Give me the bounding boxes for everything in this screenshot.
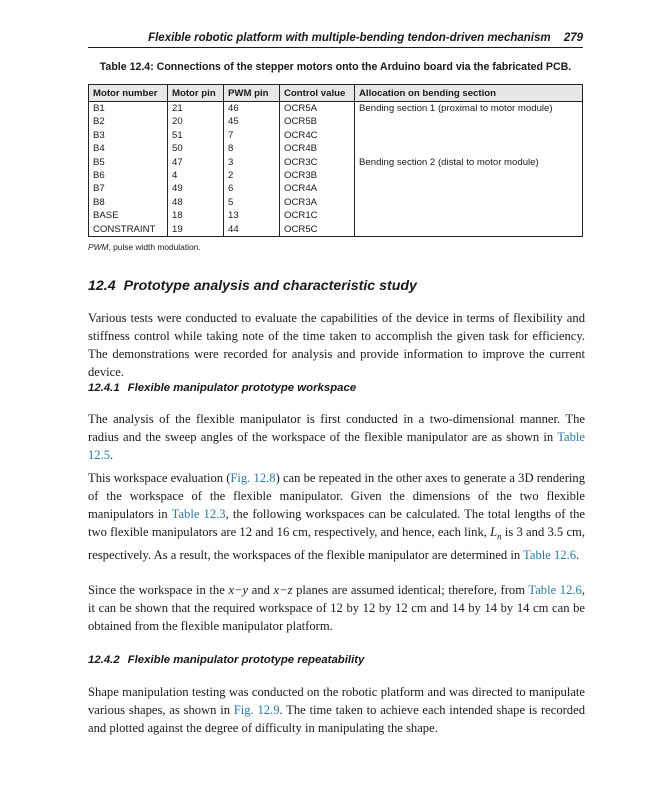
table-cell: B5 [89,156,168,169]
section-heading [88,278,417,294]
section-number: 12.4 [88,278,116,294]
running-head-title: Flexible robotic platform with multiple-bending tendon-driven mechanism [148,32,551,44]
subsection-title: Flexible manipulator prototype repeatability [127,654,365,666]
page-number: 279 [563,32,583,44]
text-run: , it can be shown that the required workspace of 12 by 12 by 12 cm and 14 by 14 by 14 cm can be obtained from the flexible manipulator platform. [88,583,585,633]
plane-xy: x−y [228,583,249,597]
table-cell: 18 [168,209,224,222]
table-caption: Table 12.4: Connections of the stepper motors onto the Arduino board via the fabricated PCB. [99,61,572,73]
table-cell [355,209,583,222]
subsection-title: Flexible manipulator prototype workspace [127,382,357,394]
text-run: planes are assumed identical; therefore, from [292,583,529,597]
table-row [89,196,583,209]
figure-reference-link[interactable]: Fig. 12.8 [230,471,276,485]
column-header: Motor number [89,85,168,102]
section-intro-paragraph: Various tests were conducted to evaluate the capabilities of the device in terms of flexibility and stiffness control while taking note of the time taken to accomplish the given task for efficiency. The demonstrations were recorded for analysis and provide information to improve the current device. [88,311,585,379]
text-run: The analysis of the flexible manipulator is first conducted in a two-dimensional manner. The radius and the sweep angles of the workspace of the flexible manipulator are as shown in [88,412,585,444]
text-run: . The time taken to achieve each intended shape is recorded and plotted against the degree of difficulty in manipulating the shape. [88,703,585,735]
table-cell: B3 [89,129,168,142]
table-cell: OCR4C [280,129,355,142]
running-head [88,32,583,44]
table-reference-link[interactable]: Table 12.5 [88,430,585,462]
column-header: PWM pin [224,85,280,102]
table-cell: 5 [224,196,280,209]
table-cell [355,196,583,209]
workspace-paragraph-3 [88,581,585,635]
table-cell: 20 [168,115,224,128]
table-row [89,142,583,155]
table-cell [355,223,583,237]
table-cell: 21 [168,102,224,116]
table-cell: 7 [224,129,280,142]
table-cell: 19 [168,223,224,237]
table-cell: 6 [224,182,280,195]
plane-xz: x−z [273,583,293,597]
footnote-text: , pulse width modulation. [108,242,201,252]
text-run: is 3 and 3.5 cm, respectively. As a result, the workspaces of the flexible manipulator are determined in [88,525,585,562]
table-cell [355,182,583,195]
table-row [89,223,583,237]
table-cell: CONSTRAINT [89,223,168,237]
table-cell [355,129,583,142]
column-header: Motor pin [168,85,224,102]
table-cell: 45 [224,115,280,128]
table-cell: B8 [89,196,168,209]
text-run: , the following workspaces can be calculated. The total lengths of the two flexible manipulators are 12 and 16 cm, respectively, and hence, each link, [88,507,586,539]
table-cell: 13 [224,209,280,222]
table-row [89,156,583,169]
workspace-paragraph-2 [88,469,585,564]
subsection-heading-workspace [88,382,356,394]
text-run: . [110,448,114,462]
table-cell [355,142,583,155]
table-row [89,169,583,182]
workspace-paragraph-1 [88,410,585,464]
table-cell [355,115,583,128]
table-cell: OCR3C [280,156,355,169]
text-run: . [576,547,580,562]
table-cell: 51 [168,129,224,142]
column-header: Control value [280,85,355,102]
table-cell [355,169,583,182]
footnote-abbreviation: PWM [88,242,109,252]
text-run: Since the workspace in the [88,583,229,597]
column-header: Allocation on bending section [355,85,583,102]
table-cell: OCR4B [280,142,355,155]
section-title: Prototype analysis and characteristic study [123,278,417,294]
variable-subscript: n [497,531,502,542]
text-run: This workspace evaluation ( [88,471,231,485]
table-header-row [89,85,583,102]
text-run: ) can be repeated in the other axes to generate a 3D rendering of the workspace of the flexible manipulator. Given the dimensions of the two flexible manipulators in [88,471,585,521]
table-cell: B2 [89,115,168,128]
table-cell: OCR3B [280,169,355,182]
table-cell: OCR5B [280,115,355,128]
table-cell: 49 [168,182,224,195]
table-cell: 48 [168,196,224,209]
table-cell: OCR4A [280,182,355,195]
table-row [89,102,583,116]
table-cell: 8 [224,142,280,155]
table-cell: B7 [89,182,168,195]
table-cell: B6 [89,169,168,182]
table-cell: 2 [224,169,280,182]
table-cell: OCR1C [280,209,355,222]
table-reference-link[interactable]: Table 12.6 [523,547,577,562]
table-cell: B4 [89,142,168,155]
header-rule [88,47,583,48]
repeatability-paragraph [88,683,585,737]
table-cell: 44 [224,223,280,237]
subsection-number: 12.4.1 [88,382,120,394]
table-cell: OCR3A [280,196,355,209]
table-cell: OCR5C [280,223,355,237]
table-reference-link[interactable]: Table 12.3 [171,507,226,521]
table-cell: BASE [89,209,168,222]
variable-l: L [490,525,498,539]
table-cell: 47 [168,156,224,169]
text-run: Shape manipulation testing was conducted on the robotic platform and was directed to manipulate various shapes, as shown in [88,685,585,717]
table-reference-link[interactable]: Table 12.6 [528,583,582,597]
table-cell: OCR5A [280,102,355,116]
figure-reference-link[interactable]: Fig. 12.9 [233,703,280,717]
table-row [89,182,583,195]
subsection-heading-repeatability [88,654,364,666]
text-run: and [248,583,274,597]
table-cell: Bending section 1 (proximal to motor module) [355,102,583,116]
subsection-number: 12.4.2 [88,654,120,666]
motor-connections-table [88,84,583,237]
table-cell: 3 [224,156,280,169]
table-cell: B1 [89,102,168,116]
table-row [89,209,583,222]
table-cell: Bending section 2 (distal to motor module) [355,156,583,169]
table-cell: 4 [168,169,224,182]
table-row [89,115,583,128]
table-cell: 46 [224,102,280,116]
table-footnote [88,242,201,252]
table-cell: 50 [168,142,224,155]
table-row [89,129,583,142]
